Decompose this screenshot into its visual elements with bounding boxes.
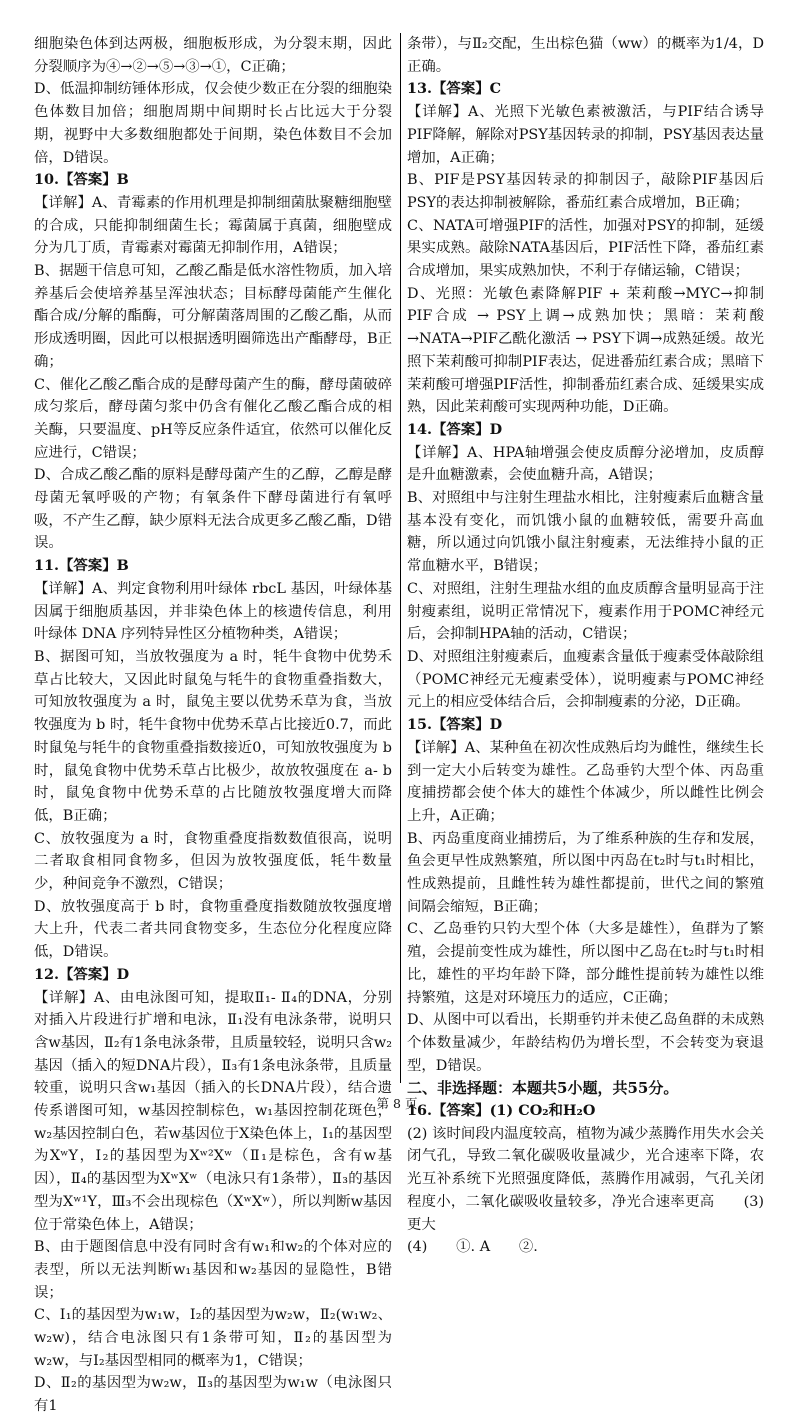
explanation-paragraph: C、催化乙酸乙酯合成的是酵母菌产生的酶，酵母菌破碎成匀浆后，酵母菌匀浆中仍含有催化乙酸乙酯合成的相关酶，只要温度、pH等反应条件适宜，依然可以催化反应进行，C错误； — [34, 376, 392, 461]
explanation-paragraph: 【详解】A、某种鱼在初次性成熟后均为雌性，继续生长到一定大小后转变为雄性。乙岛垂钓大型个体、丙岛重度捕捞都会使个体大的雄性个体减少，所以雌性比例会上升，A正确； — [407, 739, 764, 824]
left-column — [34, 33, 392, 1415]
explanation-paragraph: B、由于题图信息中没有同时含有w₁和w₂的个体对应的表型，所以无法判断w₁基因和w₂基因的显隐性，B错误； — [34, 1239, 392, 1301]
answer-heading: 12.【答案】D — [34, 965, 130, 983]
explanation-paragraph: (4) ①. A ②. — [407, 1239, 538, 1256]
right-column — [407, 33, 764, 1256]
explanation-paragraph: B、PIF是PSY基因转录的抑制因子，敲除PIF基因后PSY的表达抑制被解除，番茄红素合成增加，B正确； — [407, 172, 764, 211]
explanation-paragraph: 【详解】A、光照下光敏色素被激活，与PIF结合诱导PIF降解，解除对PSY基因转录的抑制，PSY基因表达量增加，A正确； — [407, 104, 764, 166]
explanation-paragraph: D、低温抑制纺锤体形成，仅会使少数正在分裂的细胞染色体数目加倍；细胞周期中间期时长占比远大于分裂期，视野中大多数细胞都处于间期，染色体数目不会加倍，D错误。 — [34, 81, 392, 166]
explanation-paragraph: C、Ⅰ₁的基因型为w₁w，Ⅰ₂的基因型为w₂w，Ⅱ₂(w₁w₂、w₂w)，结合电泳图只有1条带可知，Ⅱ₂的基因型为w₂w，与Ⅰ₂基因型相同的概率为1，C错误； — [34, 1307, 392, 1369]
answer-heading: 15.【答案】D — [407, 716, 503, 734]
explanation-paragraph: 【详解】A、判定食物利用叶绿体 rbcL 基因，叶绿体基因属于细胞质基因，并非染色体上的核遗传信息，利用叶绿体 DNA 序列特异性区分植物种类，A错误； — [34, 580, 392, 643]
explanation-paragraph: D、对照组注射瘦素后，血瘦素含量低于瘦素受体敲除组（POMC神经元无瘦素受体），说明瘦素与POMC神经元上的相应受体结合后，会抑制瘦素的分泌，D正确。 — [407, 648, 764, 711]
page-number: 第 8 页 — [376, 1096, 418, 1111]
explanation-paragraph: B、据图可知，当放牧强度为 a 时，牦牛食物中优势禾草占比较大，又因此时鼠兔与牦牛的食物重叠指数大，可知放牧强度为 a 时，鼠兔主要以优势禾草为食，当放牧强度为 b 时，牦牛食物中优势禾草占比接近0.7，而此时鼠兔与牦牛的食物重叠指数接近0，可知放牧强度为 b 时，鼠兔食物中优势禾草占比极少，故放牧强度在 a- b 时，鼠兔食物中优势禾草的占比随放牧强度增大而降低，B正确； — [34, 648, 392, 824]
explanation-paragraph: D、放牧强度高于 b 时，食物重叠度指数随放牧强度增大上升，代表二者共同食物变多，生态位分化程度应降低，D错误。 — [34, 898, 392, 961]
section-heading: 二、非选择题：本题共5小题，共55分。 — [407, 1079, 679, 1098]
explanation-paragraph: C、放牧强度为 a 时，食物重叠度指数数值很高，说明二者取食相同食物多，但因为放牧强度低，牦牛数量少，种间竞争不激烈，C错误； — [34, 830, 392, 893]
explanation-paragraph: D、Ⅱ₂的基因型为w₂w，Ⅱ₃的基因型为w₁w（电泳图只有1 — [34, 1375, 392, 1415]
explanation-paragraph: 【详解】A、HPA轴增强会使皮质醇分泌增加，皮质醇是升血糖激素，会使血糖升高，A错误； — [407, 444, 764, 484]
explanation-paragraph: 【详解】A、青霉素的作用机理是抑制细菌肽聚糖细胞壁的合成，只能抑制细菌生长；霉菌属于真菌，细胞壁成分为几丁质，青霉素对霉菌无抑制作用，A错误； — [34, 194, 392, 257]
answer-heading: 14.【答案】D — [407, 420, 503, 438]
explanation-paragraph: C、乙岛垂钓只钓大型个体（大多是雄性），鱼群为了繁殖，会提前变性成为雄性，所以图中乙岛在t₂时与t₁时相比，雄性的平均年龄下降，部分雌性提前转为雄性以维持繁殖，这是对环境压力的适应，C正确； — [407, 921, 764, 1006]
explanation-paragraph: C、对照组，注射生理盐水组的血皮质醇含量明显高于注射瘦素组，说明正常情况下，瘦素作用于POMC神经元后，会抑制HPA轴的活动，C错误； — [407, 580, 764, 643]
explanation-paragraph: D、合成乙酸乙酯的原料是酵母菌产生的乙醇，乙醇是酵母菌无氧呼吸的产物；有氧条件下酵母菌进行有氧呼吸，不产生乙醇，缺少原料无法合成更多乙酸乙酯，D错误。 — [34, 467, 392, 552]
explanation-paragraph: 条带），与Ⅱ₂交配，生出棕色猫（ww）的概率为1/4，D正确。 — [407, 36, 764, 75]
explanation-paragraph: 【详解】A、由电泳图可知，提取Ⅱ₁- Ⅱ₄的DNA，分别对插入片段进行扩增和电泳，Ⅱ₁没有电泳条带，说明只含w基因，Ⅱ₂有1条电泳条带，且质量较轻，说明只含w₂基因（插入的短DNA片段），Ⅱ₃有1条电泳条带，且质量较重，说明只含w₁基因（插入的长DNA片段），结合遗传系谱图可知，w基因控制棕色，w₁基因控制花斑色，w₂基因控制白色，若w基因位于X染色体上，Ⅰ₁的基因型为XʷY，Ⅰ₂的基因型为Xʷ²Xʷ（Ⅱ₁是棕色，含有w基因），Ⅱ₄的基因型为XʷXʷ（电泳只有1条带），Ⅱ₃的基因型为Xʷ¹Y，Ⅲ₃不会出现棕色（XʷXʷ），所以判断w基因位于常染色体上，A错误； — [34, 989, 392, 1233]
explanation-paragraph: B、丙岛重度商业捕捞后，为了维系种族的生存和发展，鱼会更早性成熟繁殖，所以图中丙岛在t₂时与t₁时相比，性成熟提前，且雌性转为雄性都提前，世代之间的繁殖间隔会缩短，B正确； — [407, 830, 764, 915]
column-divider — [400, 33, 401, 1083]
explanation-paragraph: B、据题干信息可知，乙酸乙酯是低水溶性物质，加入培养基后会使培养基呈浑浊状态；目标酵母菌能产生催化酯合成/分解的酯酶，可分解菌落周围的乙酸乙酯，从而形成透明圈，因此可以根据透明圈筛选出产酯酵母，B正确； — [34, 263, 392, 370]
answer-heading: 10.【答案】B — [34, 171, 129, 189]
explanation-paragraph: 细胞染色体到达两极，细胞板形成，为分裂末期，因此分裂顺序为④→②→⑤→③→①，C正确； — [34, 36, 392, 75]
explanation-paragraph: (2) 该时间段内温度较高，植物为减少蒸腾作用失水会关闭气孔，导致二氧化碳吸收量减少，光合速率下降，农光互补系统下光照强度降低，蒸腾作用减弱，气孔关闭程度小，二氧化碳吸收量较多，净光合速率更高 (3) 更大 — [407, 1125, 764, 1233]
explanation-paragraph: C、NATA可增强PIF的活性，加强对PSY的抑制，延缓果实成熟。敲除NATA基因后，PIF活性下降，番茄红素合成增加，果实成熟加快，不利于存储运输，C错误； — [407, 217, 764, 280]
answer-heading: 11.【答案】B — [34, 557, 129, 575]
answer-heading: 16.【答案】(1) CO₂和H₂O — [407, 1102, 596, 1120]
answer-heading: 13.【答案】C — [407, 80, 502, 98]
explanation-paragraph: D、从图中可以看出，长期垂钓并未使乙岛鱼群的未成熟个体数量减少，年龄结构仍为增长型，不会转变为衰退型，D错误。 — [407, 1012, 764, 1074]
explanation-paragraph: D、光照：光敏色素降解PIF + 茉莉酸→MYC→抑制PIF合成 → PSY上调→成熟加快；黑暗：茉莉酸→NATA→PIF乙酰化激活 → PSY下调→成熟延缓。故光照下茉莉酸可抑制PIF表达，促进番茄红素合成；黑暗下茉莉酸可增强PIF活性，抑制番茄红素合成、延缓果实成熟，因此茉莉酸可实现两种功能，D正确。 — [407, 285, 764, 416]
explanation-paragraph: B、对照组中与注射生理盐水相比，注射瘦素后血糖含量基本没有变化，而饥饿小鼠的血糖较低，需要升高血糖，所以通过向饥饿小鼠注射瘦素，无法维持小鼠的正常血糖水平，B错误； — [407, 490, 764, 575]
